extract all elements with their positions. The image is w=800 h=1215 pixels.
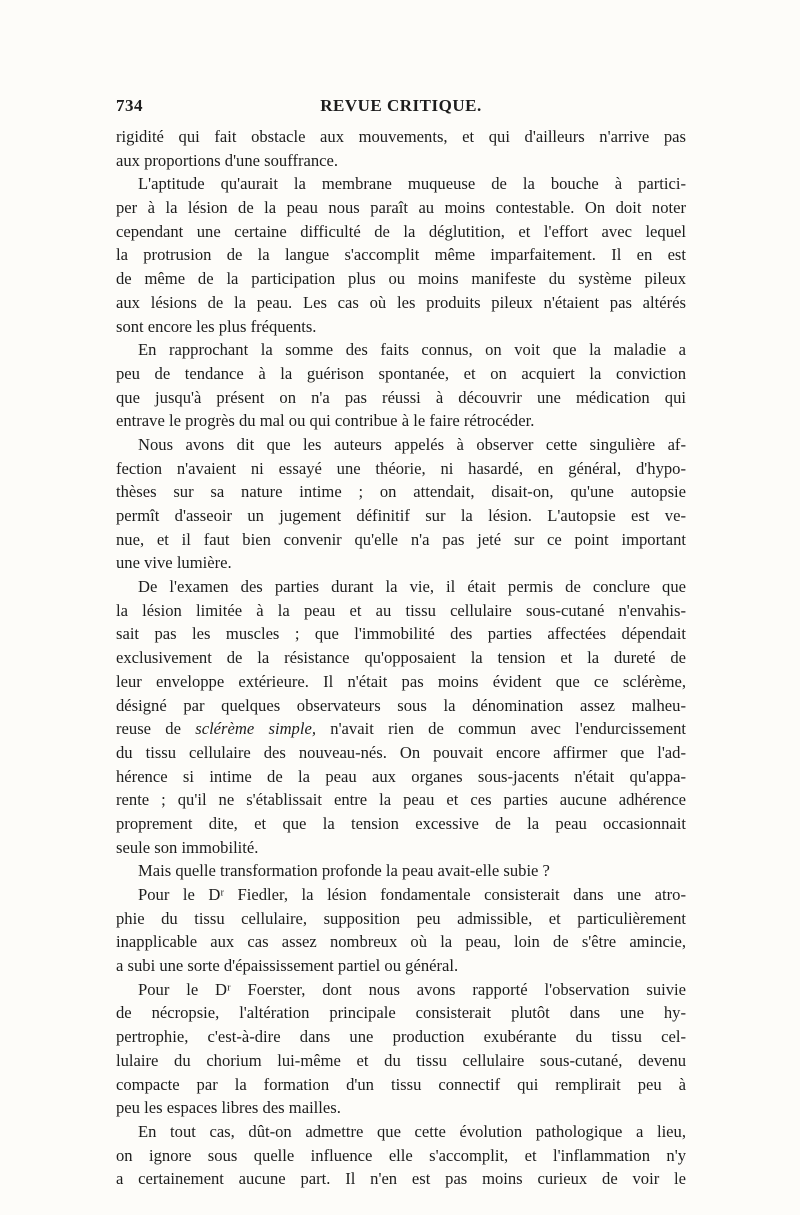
- text-line: de nécropsie, l'altération principale consisterait plutôt dans une hy-: [116, 1003, 686, 1023]
- text-line: désigné par quelques observateurs sous la dénomination assez malheu-: [116, 695, 686, 715]
- page-number: 734: [116, 96, 143, 115]
- text-line: cependant une certaine difficulté de la déglutition, et l'effort avec lequel: [116, 221, 686, 241]
- text-segment: n'avait rien de commun avec l'endurcissement: [315, 719, 686, 739]
- italic-term: sclérème simple,: [195, 719, 316, 739]
- text-line: sont encore les plus fréquents.: [116, 316, 317, 336]
- body-text: [116, 125, 686, 1191]
- text-line: fection n'avaient ni essayé une théorie, ni hasardé, en général, d'hypo-: [116, 458, 686, 478]
- text-line: du tissu cellulaire des nouveau-nés. On pouvait encore affirmer que l'ad-: [116, 742, 686, 762]
- text-line: proprement dite, et que la tension excessive de la peau occasionnait: [116, 813, 686, 833]
- text-line: une vive lumière.: [116, 553, 232, 573]
- text-line: aux proportions d'une souffrance.: [116, 150, 339, 170]
- text-line: seule son immobilité.: [116, 837, 259, 857]
- text-line: peu les espaces libres des mailles.: [116, 1098, 341, 1118]
- text-line: que jusqu'à présent on n'a pas réussi à découvrir une médication qui: [116, 387, 686, 407]
- text-line: hérence si intime de la peau aux organes sous-jacents n'était qu'appa-: [116, 766, 686, 786]
- text-line: Nous avons dit que les auteurs appelés à observer cette singulière af-: [138, 434, 686, 454]
- text-line: nue, et il faut bien convenir qu'elle n'a pas jeté sur ce point important: [116, 529, 686, 549]
- text-line: De l'examen des parties durant la vie, il était permis de conclure que: [138, 577, 686, 597]
- text-line: leur enveloppe extérieure. Il n'était pas moins évident que ce sclérème,: [116, 671, 686, 691]
- text-line: pertrophie, c'est-à-dire dans une production exubérante du tissu cel-: [116, 1027, 686, 1047]
- text-line: de même de la participation plus ou moins manifeste du système pileux: [116, 269, 686, 289]
- text-line: exclusivement de la résistance qu'opposaient la tension et la dureté de: [116, 648, 686, 668]
- text-line: a subi une sorte d'épaississement partiel ou général.: [116, 956, 459, 976]
- text-line: thèses sur sa nature intime ; on attendait, disait-on, qu'une autopsie: [116, 482, 686, 502]
- text-line: peu de tendance à la guérison spontanée, et on acquiert la conviction: [116, 363, 686, 383]
- text-line: lulaire du chorium lui-même et du tissu cellulaire sous-cutané, devenu: [116, 1050, 686, 1070]
- text-line: L'aptitude qu'aurait la membrane muqueuse de la bouche à partici-: [138, 174, 686, 194]
- text-line: a certainement aucune part. Il n'en est pas moins curieux de voir le: [116, 1169, 686, 1189]
- text-line: aux lésions de la peau. Les cas où les produits pileux n'étaient pas altérés: [116, 292, 686, 312]
- text-line: rente ; qu'il ne s'établissait entre la peau et ces parties aucune adhérence: [116, 790, 686, 810]
- text-line: on ignore sous quelle influence elle s'accomplit, et l'inflammation n'y: [116, 1145, 686, 1165]
- text-line: permît d'asseoir un jugement définitif sur la lésion. L'autopsie est ve-: [116, 506, 686, 525]
- text-line: Pour le Dʳ Fiedler, la lésion fondamentale consisterait dans une atro-: [138, 885, 686, 904]
- running-title: REVUE CRITIQUE.: [320, 96, 482, 115]
- text-line: entrave le progrès du mal ou qui contribue à le faire rétrocéder.: [116, 411, 535, 431]
- text-line: Pour le Dʳ Foerster, dont nous avons rapporté l'observation suivie: [138, 979, 686, 999]
- text-line: En tout cas, dût-on admettre que cette évolution pathologique a lieu,: [138, 1121, 686, 1141]
- text-line: [116, 717, 686, 741]
- text-line: phie du tissu cellulaire, supposition peu admissible, et particulièrement: [116, 908, 686, 928]
- text-line: En rapprochant la somme des faits connus, on voit que la maladie a: [138, 340, 686, 360]
- text-segment: reuse de: [116, 719, 196, 739]
- text-line: inapplicable aux cas assez nombreux où la peau, loin de s'être amincie,: [116, 932, 686, 952]
- text-line: rigidité qui fait obstacle aux mouvements, et qui d'ailleurs n'arrive pas: [116, 127, 686, 146]
- text-line: la protrusion de la langue s'accomplit même imparfaitement. Il en est: [116, 245, 686, 265]
- text-line: compacte par la formation d'un tissu connectif qui remplirait peu à: [116, 1074, 686, 1094]
- text-line: sait pas les muscles ; que l'immobilité des parties affectées dépendait: [116, 624, 686, 644]
- text-line: Mais quelle transformation profonde la peau avait-elle subie ?: [138, 861, 550, 881]
- text-line: la lésion limitée à la peau et au tissu cellulaire sous-cutané n'envahis-: [116, 600, 686, 620]
- text-line: per à la lésion de la peau nous paraît au moins contestable. On doit noter: [116, 198, 686, 218]
